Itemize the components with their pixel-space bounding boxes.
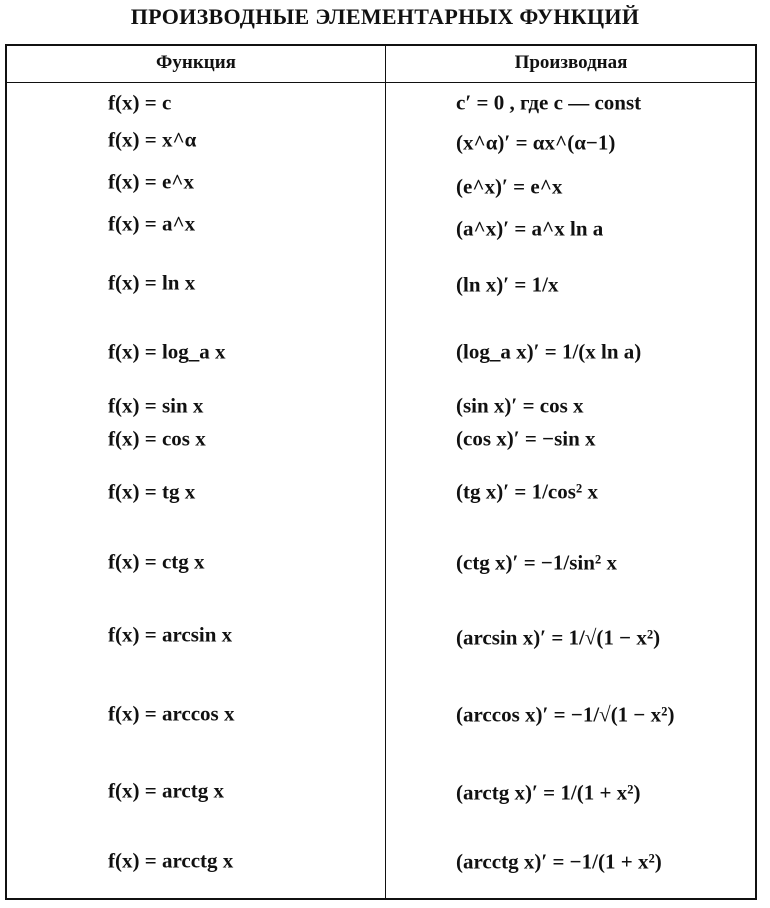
derivative-cell: (e^x)′ = e^x: [456, 174, 563, 199]
function-cell: f(x) = ln x: [108, 270, 196, 295]
derivative-cell: (tg x)′ = 1/cos² x: [456, 479, 598, 504]
derivative-cell: (cos x)′ = −sin x: [456, 426, 596, 451]
function-cell: f(x) = e^x: [108, 169, 194, 194]
derivative-cell: (x^α)′ = αx^(α−1): [456, 130, 616, 155]
derivative-cell: (a^x)′ = a^x ln a: [456, 216, 604, 241]
derivative-cell: (log_a x)′ = 1/(x ln a): [456, 339, 642, 364]
function-cell: f(x) = ctg x: [108, 549, 205, 574]
function-cell: f(x) = log_a x: [108, 339, 226, 364]
header-divider: [7, 82, 755, 83]
header-derivative: Производная: [514, 52, 628, 73]
function-cell: f(x) = sin x: [108, 393, 204, 418]
derivative-cell: (sin x)′ = cos x: [456, 393, 584, 418]
function-cell: f(x) = c: [108, 90, 172, 115]
derivative-cell: (ctg x)′ = −1/sin² x: [456, 550, 617, 575]
derivative-cell: (ln x)′ = 1/x: [456, 272, 559, 297]
function-cell: f(x) = arcctg x: [108, 848, 234, 873]
derivative-cell: (arctg x)′ = 1/(1 + x²): [456, 780, 641, 805]
function-cell: f(x) = cos x: [108, 426, 206, 451]
derivative-cell: (arcctg x)′ = −1/(1 + x²): [456, 849, 662, 874]
derivative-cell: c′ = 0 , где c — const: [456, 90, 642, 115]
function-cell: f(x) = arctg x: [108, 778, 224, 803]
page-title: ПРОИЗВОДНЫЕ ЭЛЕМЕНТАРНЫХ ФУНКЦИЙ: [130, 4, 640, 29]
derivative-cell: (arccos x)′ = −1/√(1 − x²): [456, 702, 675, 727]
function-cell: f(x) = tg x: [108, 479, 196, 504]
function-cell: f(x) = arcsin x: [108, 622, 233, 647]
function-cell: f(x) = x^α: [108, 127, 197, 152]
header-function: Функция: [156, 52, 236, 73]
derivative-cell: (arcsin x)′ = 1/√(1 − x²): [456, 625, 661, 650]
column-divider: [385, 46, 386, 898]
function-cell: f(x) = a^x: [108, 211, 196, 236]
function-cell: f(x) = arccos x: [108, 701, 235, 726]
